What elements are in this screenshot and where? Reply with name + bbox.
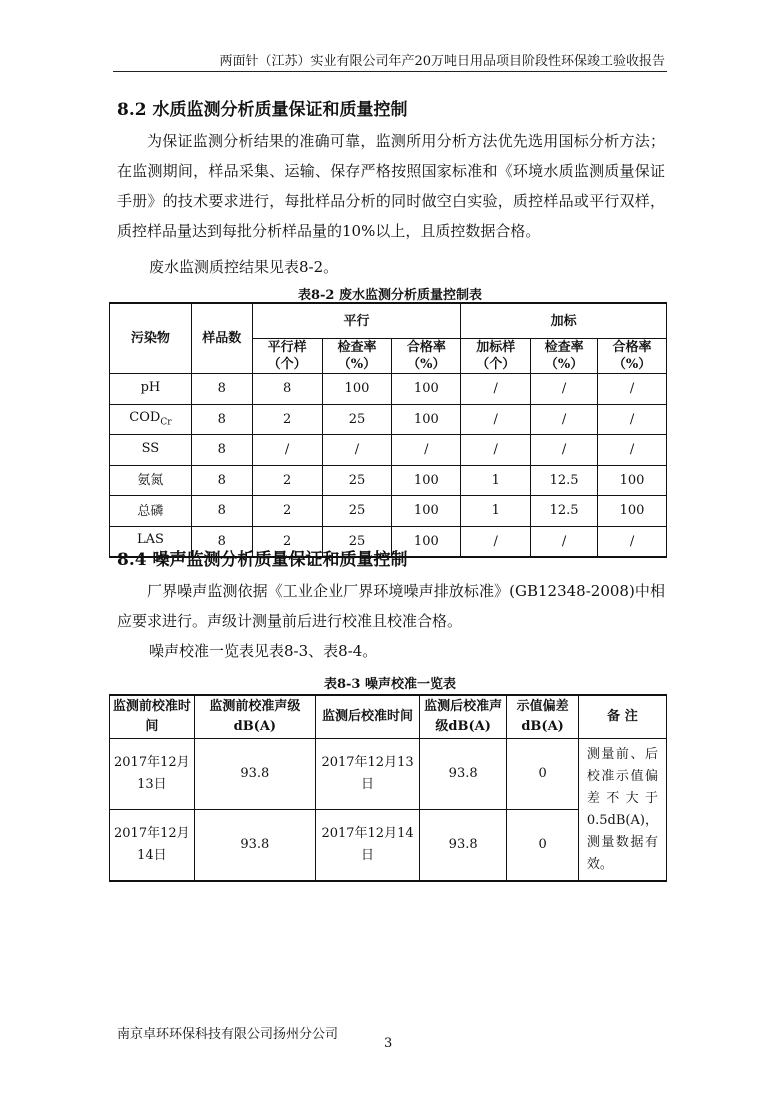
col-header-pre-calibration-time: 监测前校准时间 <box>110 695 195 739</box>
cell-spike-pass-rate: / <box>598 404 667 435</box>
col-header-spike-pass-rate: 合格率（%） <box>598 339 667 374</box>
running-header: 两面针（江苏）实业有限公司年产20万吨日用品项目阶段性环保竣工验收报告 <box>219 54 665 69</box>
cell-parallel-samples: 8 <box>252 374 322 405</box>
cell-sample-count: 8 <box>191 435 252 466</box>
cell-spike-samples: / <box>461 435 531 466</box>
cell-parallel-samples: 2 <box>252 465 322 496</box>
table-row <box>110 496 667 527</box>
group-header-parallel: 平行 <box>252 303 461 339</box>
cell-parallel-samples: 2 <box>252 496 322 527</box>
table-row <box>110 404 667 435</box>
table-8-2-caption: 表8-2 废水监测分析质量控制表 <box>297 288 482 303</box>
cell-pollutant: $COD_{Cr}$ <box>110 404 192 435</box>
table-8-3 <box>109 694 667 882</box>
table-row <box>110 465 667 496</box>
cell-post-calibration-level: 93.8 <box>420 739 507 810</box>
col-header-sample-count: 样品数 <box>191 303 252 374</box>
cell-pollutant: LAS <box>110 526 192 557</box>
cell-parallel-check-rate: 100 <box>322 374 392 405</box>
cell-parallel-pass-rate: 100 <box>392 526 461 557</box>
table-8-3-caption: 表8-3 噪声校准一览表 <box>323 677 456 692</box>
cell-parallel-pass-rate: / <box>392 435 461 466</box>
cell-parallel-samples: / <box>252 435 322 466</box>
cell-pre-calibration-time: 2017年12月14日 <box>110 810 195 882</box>
cell-parallel-pass-rate: 100 <box>392 496 461 527</box>
cell-spike-samples: / <box>461 404 531 435</box>
col-header-parallel-pass-rate: 合格率（%） <box>392 339 461 374</box>
cell-spike-pass-rate: / <box>598 526 667 557</box>
cell-spike-pass-rate: / <box>598 374 667 405</box>
cell-pre-calibration-time: 2017年12月13日 <box>110 739 195 810</box>
cell-spike-samples: / <box>461 526 531 557</box>
cell-sample-count: 8 <box>191 496 252 527</box>
cell-spike-check-rate: 12.5 <box>531 465 598 496</box>
cell-sample-count: 8 <box>191 404 252 435</box>
cell-pre-calibration-level: 93.8 <box>194 739 315 810</box>
section-8-2-paragraph: 为保证监测分析结果的准确可靠，监测所用分析方法优先选用国标分析方法；在监测期间，样品采集、运输、保存严格按照国家标准和《环境水质监测质量保证手册》的技术要求进行，每批样品分析的同时做空白实验，质控样品或平行双样，质控样品量达到每批分析样品量的10%以上，且质控数据合格。 <box>117 132 665 240</box>
cell-spike-check-rate: / <box>531 374 598 405</box>
cell-parallel-check-rate: 25 <box>322 404 392 435</box>
cell-parallel-samples: 2 <box>252 526 322 557</box>
section-8-2-table-reference: 废水监测质控结果见表8-2。 <box>149 258 339 276</box>
cell-post-calibration-level: 93.8 <box>420 810 507 882</box>
cell-spike-pass-rate: 100 <box>598 465 667 496</box>
cell-pollutant: 氨氮 <box>110 465 192 496</box>
cell-spike-pass-rate: / <box>598 435 667 466</box>
footer-company: 南京卓环环保科技有限公司扬州分公司 <box>117 1027 339 1042</box>
col-header-spike-samples: 加标样（个） <box>461 339 531 374</box>
section-8-4-heading: 8.4 噪声监测分析质量保证和质量控制 <box>117 550 408 570</box>
cell-sample-count: 8 <box>191 526 252 557</box>
col-header-pre-calibration-level: 监测前校准声级dB(A) <box>194 695 315 739</box>
col-header-pollutant: 污染物 <box>110 303 192 374</box>
cell-parallel-check-rate: 25 <box>322 496 392 527</box>
page-number: 3 <box>384 1036 393 1051</box>
cell-parallel-pass-rate: 100 <box>392 404 461 435</box>
cell-pre-calibration-level: 93.8 <box>194 810 315 882</box>
cell-spike-check-rate: / <box>531 526 598 557</box>
cell-spike-samples: / <box>461 374 531 405</box>
table-row <box>110 374 667 405</box>
table-row <box>110 739 667 810</box>
section-8-2-heading: 8.2 水质监测分析质量保证和质量控制 <box>117 100 408 120</box>
cell-pollutant: SS <box>110 435 192 466</box>
section-8-4-paragraph: 厂界噪声监测依据《工业企业厂界环境噪声排放标准》(GB12348-2008)中相应要求进行。声级计测量前后进行校准且校准合格。 <box>117 582 665 630</box>
cell-spike-samples: 1 <box>461 465 531 496</box>
section-8-4-table-reference: 噪声校准一览表见表8-3、表8-4。 <box>149 642 378 660</box>
cell-parallel-pass-rate: 100 <box>392 465 461 496</box>
col-header-post-calibration-level: 监测后校准声级dB(A) <box>420 695 507 739</box>
cell-post-calibration-time: 2017年12月14日 <box>316 810 420 882</box>
cell-deviation: 0 <box>507 739 579 810</box>
col-header-parallel-samples: 平行样（个） <box>252 339 322 374</box>
cell-post-calibration-time: 2017年12月13日 <box>316 739 420 810</box>
col-header-deviation: 示值偏差dB(A) <box>507 695 579 739</box>
cell-parallel-check-rate: 25 <box>322 526 392 557</box>
cell-parallel-samples: 2 <box>252 404 322 435</box>
cell-pollutant: 总磷 <box>110 496 192 527</box>
cell-spike-pass-rate: 100 <box>598 496 667 527</box>
cell-spike-samples: 1 <box>461 496 531 527</box>
col-header-remark: 备 注 <box>578 695 666 739</box>
cell-spike-check-rate: / <box>531 404 598 435</box>
cell-pollutant: pH <box>110 374 192 405</box>
col-header-spike-check-rate: 检查率（%） <box>531 339 598 374</box>
cell-spike-check-rate: / <box>531 435 598 466</box>
header-rule <box>113 71 667 72</box>
cell-sample-count: 8 <box>191 465 252 496</box>
cell-sample-count: 8 <box>191 374 252 405</box>
cell-parallel-check-rate: 25 <box>322 465 392 496</box>
table-8-2 <box>109 302 667 558</box>
cell-remark: 测量前、后校准示值偏差不大于0.5dB(A)，测量数据有效。 <box>578 739 666 882</box>
cell-parallel-check-rate: / <box>322 435 392 466</box>
col-header-parallel-check-rate: 检查率（%） <box>322 339 392 374</box>
cell-spike-check-rate: 12.5 <box>531 496 598 527</box>
cell-deviation: 0 <box>507 810 579 882</box>
table-row <box>110 435 667 466</box>
group-header-spike: 加标 <box>461 303 667 339</box>
col-header-post-calibration-time: 监测后校准时间 <box>316 695 420 739</box>
cell-parallel-pass-rate: 100 <box>392 374 461 405</box>
